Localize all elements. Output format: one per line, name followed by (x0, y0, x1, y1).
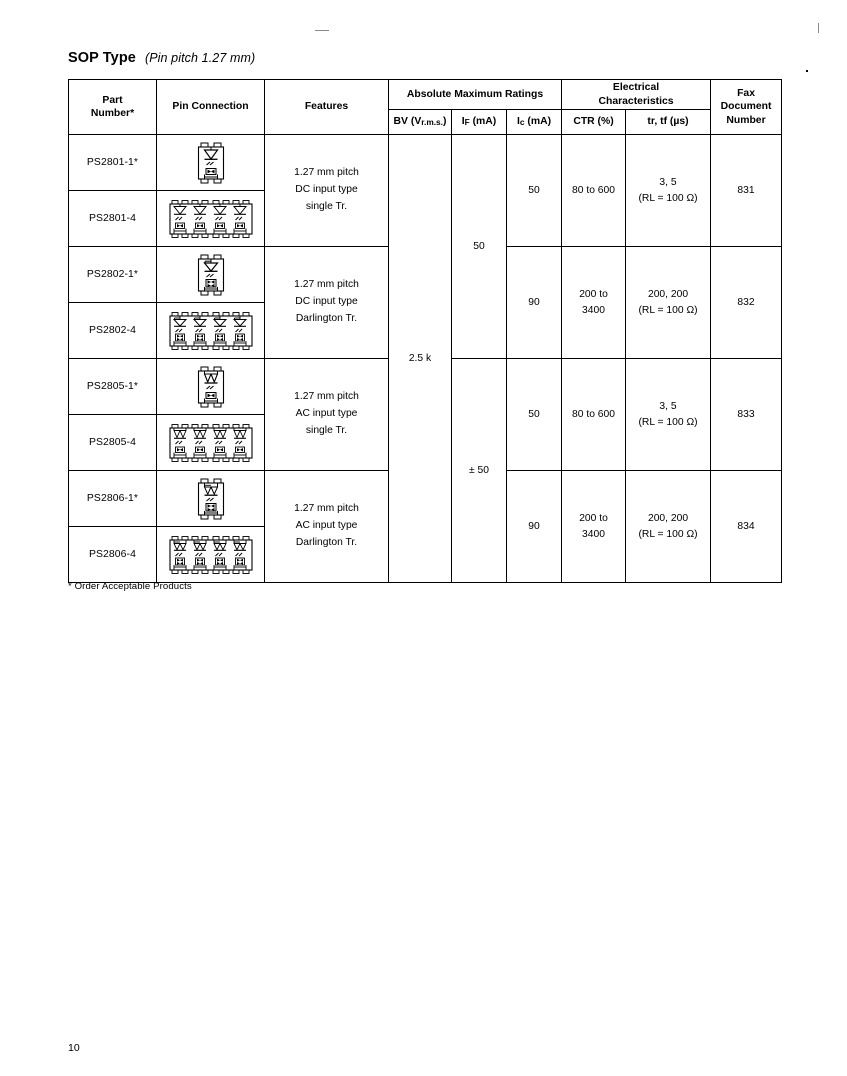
fax-cell: 834 (711, 471, 782, 583)
features-line-1: 1.27 mm pitch (294, 503, 359, 515)
header-if: IF (mA) (452, 110, 507, 135)
features-line-3: Darlington Tr. (295, 536, 358, 548)
section-title (68, 50, 255, 66)
features-line-3: single Tr. (305, 200, 348, 212)
pin-diagram-darlington-4ch-icon (167, 311, 255, 351)
features-cell (265, 135, 389, 247)
fax-cell: 831 (711, 135, 782, 247)
page-number: 10 (68, 1042, 80, 1054)
header-pin-connection: Pin Connection (157, 80, 265, 135)
trtf-line-1: 3, 5 (659, 401, 677, 413)
header-fax-line1: Fax (737, 88, 755, 100)
features-line-2: DC input type (295, 184, 358, 196)
if-cell: 50 (452, 135, 507, 359)
trtf-cell (626, 247, 711, 359)
header-fax-line3: Number (726, 114, 766, 126)
ctr-cell: 80 to 600 (562, 359, 626, 471)
pin-diagram-ac-single-1ch-icon (194, 365, 228, 409)
ic-cell: 90 (507, 471, 562, 583)
ctr-line-1: 200 to (579, 289, 608, 301)
header-part-number (69, 80, 157, 135)
part-number-cell: PS2801-4 (69, 191, 157, 247)
table-body (69, 135, 782, 583)
features-cell (265, 247, 389, 359)
section-title-main: SOP Type (68, 50, 136, 66)
pin-connection-cell (157, 191, 265, 247)
pin-connection-cell (157, 359, 265, 415)
header-electrical-characteristics (562, 80, 711, 110)
part-number-cell: PS2806-1* (69, 471, 157, 527)
section-title-sub: (Pin pitch 1.27 mm) (144, 51, 256, 65)
ctr-cell (562, 247, 626, 359)
ic-cell: 50 (507, 359, 562, 471)
pin-connection-cell (157, 247, 265, 303)
header-part-number-line2: Number* (90, 108, 135, 119)
table-row (69, 135, 782, 191)
header-part-number-line1: Part (102, 94, 123, 106)
fax-cell: 832 (711, 247, 782, 359)
header-absolute-maximum-ratings: Absolute Maximum Ratings (389, 80, 562, 110)
pin-diagram-darlington-1ch-icon (194, 253, 228, 297)
part-number-cell: PS2805-1* (69, 359, 157, 415)
header-electrical-characteristics-line1: Electrical (612, 82, 660, 94)
header-fax-document-number (711, 80, 782, 135)
part-number-cell: PS2806-4 (69, 527, 157, 583)
header-ctr: CTR (%) (562, 110, 626, 135)
features-cell (265, 471, 389, 583)
pin-diagram-single-4ch-icon (167, 199, 255, 239)
header-electrical-characteristics-line2: Characteristics (598, 95, 674, 107)
pin-connection-cell (157, 471, 265, 527)
pin-diagram-ac-darlington-1ch-icon (194, 477, 228, 521)
bv-cell: 2.5 k (389, 135, 452, 583)
pin-diagram-ac-single-4ch-icon (167, 423, 255, 463)
features-line-1: 1.27 mm pitch (294, 167, 359, 179)
footnote-order-acceptable: * Order Acceptable Products (68, 581, 192, 592)
features-line-1: 1.27 mm pitch (294, 391, 359, 403)
ic-cell: 90 (507, 247, 562, 359)
registration-dot (806, 70, 808, 72)
crop-mark-top-right (818, 23, 819, 33)
features-line-3: single Tr. (305, 424, 348, 436)
ic-cell: 50 (507, 135, 562, 247)
pin-connection-cell (157, 527, 265, 583)
header-fax-line2: Document (720, 101, 772, 113)
trtf-line-2: (RL = 100 Ω) (638, 528, 698, 540)
sop-type-table-wrapper (68, 79, 781, 583)
trtf-line-1: 3, 5 (659, 177, 677, 189)
ctr-line-2: 3400 (582, 304, 605, 316)
part-number-cell: PS2805-4 (69, 415, 157, 471)
pin-connection-cell (157, 303, 265, 359)
trtf-line-2: (RL = 100 Ω) (638, 304, 698, 316)
trtf-cell (626, 359, 711, 471)
fax-cell: 833 (711, 359, 782, 471)
pin-connection-cell (157, 135, 265, 191)
ctr-cell (562, 471, 626, 583)
features-line-3: Darlington Tr. (295, 312, 358, 324)
trtf-line-2: (RL = 100 Ω) (638, 416, 698, 428)
ctr-line-1: 200 to (579, 513, 608, 525)
trtf-cell (626, 471, 711, 583)
ctr-cell: 80 to 600 (562, 135, 626, 247)
pin-diagram-ac-darlington-4ch-icon (167, 535, 255, 575)
table-head (69, 80, 782, 135)
pin-diagram-single-1ch-icon (194, 141, 228, 185)
sop-type-table (68, 79, 782, 583)
part-number-cell: PS2802-4 (69, 303, 157, 359)
crop-mark-top (315, 30, 329, 31)
trtf-line-1: 200, 200 (647, 513, 689, 525)
trtf-line-2: (RL = 100 Ω) (638, 192, 698, 204)
features-line-1: 1.27 mm pitch (294, 279, 359, 291)
features-line-2: AC input type (295, 520, 358, 532)
header-ic: Ic (mA) (507, 110, 562, 135)
header-bv: BV (Vr.m.s.) (389, 110, 452, 135)
features-line-2: AC input type (295, 408, 358, 420)
trtf-line-1: 200, 200 (647, 289, 689, 301)
features-line-2: DC input type (295, 296, 358, 308)
header-features: Features (265, 80, 389, 135)
header-trtf: tr, tf (µs) (626, 110, 711, 135)
ctr-line-2: 3400 (582, 528, 605, 540)
part-number-cell: PS2802-1* (69, 247, 157, 303)
features-cell (265, 359, 389, 471)
pin-connection-cell (157, 415, 265, 471)
if-cell: ± 50 (452, 359, 507, 583)
trtf-cell (626, 135, 711, 247)
part-number-cell: PS2801-1* (69, 135, 157, 191)
